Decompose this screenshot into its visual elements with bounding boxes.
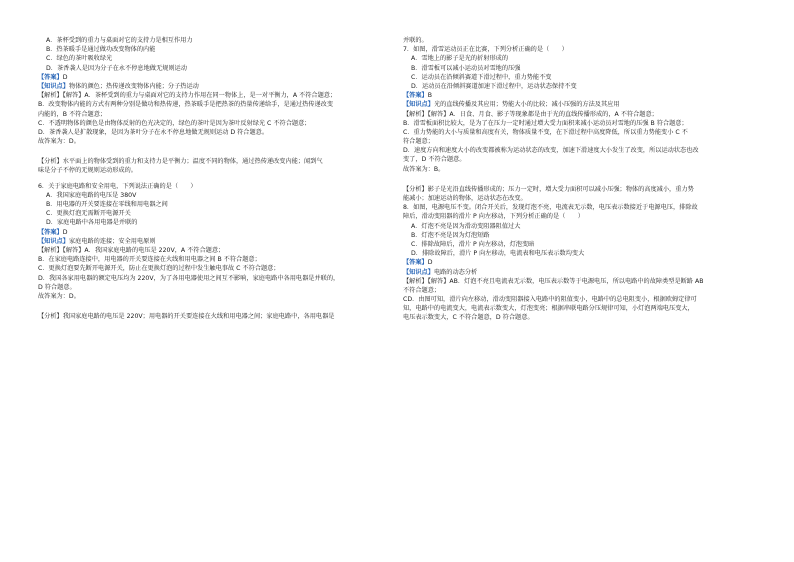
q6-analysis-line: D．我国各家用电器的额定电压均为 220V，为了各用电器使用之间互不影响，家庭电路中各用电器是并联的，: [38, 274, 340, 282]
q7-option-b: B．滑雪板可以减小运动员对雪地的压强: [411, 64, 521, 72]
q6-answer: [38, 228, 390, 237]
q5-analysis-line: D．茶香袭人是扩散现象，是因为茶叶分子在永不停息地做无规则运动 D 符合题意。: [38, 128, 269, 136]
q7-analysis-line: B．滑雪板面积比较大，是为了在压力一定时通过增大受力面积来减小运动员对雪地的压强 B 符合题意；: [403, 119, 688, 127]
q7-stem: 7．如图，滑雪运动员正在比赛，下列分析正确的是（ ）: [403, 46, 568, 54]
q5-analysis-line: C．不透明物体的颜色是由物体反射的色光决定的，绿色的茶叶是因为茶叶反射绿光 C 不符合题意；: [38, 119, 311, 127]
q8-option-b: B．灯泡不亮是因为灯泡短路: [411, 231, 490, 239]
q7-answer: [403, 91, 755, 100]
q8-analysis-line: CD．由图可知，滑片向左移动，滑动变阻器接入电路中的阻值变小，电路中的总电阻变小，根据欧姆定律可: [403, 296, 697, 304]
q6-analysis-line: D 符合题意。: [38, 283, 76, 291]
q8-stem-line: 障后，滑动变阻器的滑片 P 向左移动，下列分析正确的是（ ）: [403, 213, 584, 221]
q5-analysis-line: B．改变物体内能的方式有两种分别是做功和热传递，热茶暖手是把热茶的热量传递给手，是通过热传递改变: [38, 101, 334, 109]
q8-analysis-line: 电压表示数变大，C 不符合题意，D 符合题意。: [403, 314, 534, 322]
q7-analysis-line: D．速度方向和速度大小的改变都被称为运动状态的改变，加速下滑速度大小发生了改变，所以运动状态也改: [403, 147, 699, 155]
q8-stem-line: 8．如图，电源电压不变。闭合开关后，发现灯泡不亮，电流表无示数，电压表示数接近于电源电压，排除故: [403, 204, 698, 212]
q7-fenxi-line: 能减小；加速运动的物体，运动状态在改变。: [403, 195, 527, 202]
q5-analysis-line: 内能的，B 不符合题意；: [38, 110, 107, 118]
right-column: [403, 36, 755, 323]
q6-analysis-line: 【解析】【解答】A．我国家庭电路的电压是 220V，A 不符合题意；: [38, 246, 225, 254]
q7-knowledge-point: [403, 100, 755, 109]
q7-option-a: A．雪地上的影子是光的折射形成的: [411, 55, 509, 63]
q8-analysis-line: 不符合题意；: [403, 286, 441, 294]
answer-tag: 【答案】: [403, 259, 428, 267]
answer-tag: 【答案】: [403, 92, 428, 100]
q8-analysis-line: 【解析】【解答】AB．灯泡不亮且电流表无示数，电压表示数等于电源电压，所以电路中的故障类型是断路 AB: [403, 277, 704, 285]
q5-answer: [38, 73, 390, 82]
q6-option-a: A．我国家庭电路的电压是 380V: [46, 191, 137, 199]
answer-value: B: [427, 92, 432, 100]
q8-answer: [403, 258, 755, 267]
q6-stem: 6．关于家庭电路和安全用电，下列说法正确的是（ ）: [38, 182, 197, 190]
knowledge-tag: 【知识点】: [403, 101, 434, 109]
q7-option-c: C．运动员在沿倾斜赛道下滑过程中，重力势能不变: [411, 73, 552, 81]
answer-tag: 【答案】: [38, 73, 63, 81]
answer-value: D: [62, 73, 68, 81]
q8-knowledge-point: [403, 268, 755, 277]
knowledge-tag: 【知识点】: [38, 237, 69, 245]
carry-over-text: 并联的。: [403, 37, 428, 44]
q5-option-d: D．茶香袭人是因为分子在永不停息地做无规则运动: [46, 64, 187, 72]
q5-analysis-line: 故答案为：D。: [38, 138, 80, 146]
knowledge-value: 物体的颜色；热传递改变物体内能；分子热运动: [68, 82, 199, 90]
q7-analysis-line: C．重力势能的大小与质量和高度有关，物体质量不变，在下滑过程中高度降低，所以重力势能变小 C 不: [403, 128, 688, 136]
q6-option-c: C．更换灯泡无需断开电源开关: [46, 210, 131, 218]
knowledge-tag: 【知识点】: [38, 82, 69, 90]
q5-fenxi-line: 【分析】水平面上的物体受到的重力和支持力是平衡力；温度不同的物体，通过热传递改变内能；闻到气: [38, 158, 323, 166]
answer-value: D: [62, 228, 68, 236]
left-column: [38, 36, 390, 321]
q6-analysis-line: 故答案为：D。: [38, 292, 80, 300]
q8-analysis-line: 知，电路中的电流变大，电流表示数变大，灯泡变亮；根据串联电路分压规律可知，小灯泡两端电压变大，: [403, 305, 694, 313]
knowledge-value: 光的直线传播及其应用；势能大小的比较；减小压强的方法及其应用: [433, 101, 620, 109]
q7-option-d: D．运动员在沿倾斜赛道加速下滑过程中，运动状态保持不变: [411, 82, 577, 90]
q7-analysis-line: 符合题意；: [403, 138, 434, 146]
q6-knowledge-point: [38, 237, 390, 246]
knowledge-value: 家庭电路的连接；安全用电原则: [68, 237, 156, 245]
q5-option-a: A．茶杯受到的重力与桌面对它的支持力是相互作用力: [46, 37, 193, 44]
q7-fenxi-line: 【分析】影子是光沿直线传播形成的；压力一定时，增大受力面积可以减小压强；物体的高度减小，重力势: [403, 185, 694, 193]
q7-analysis-line: 故答案为：B。: [403, 165, 445, 173]
q5-option-c: C．绿色的茶叶吸收绿光: [46, 55, 113, 63]
q8-option-a: A．灯泡不亮是因为滑动变阻器阻值过大: [411, 222, 521, 230]
knowledge-value: 电路的动态分析: [433, 268, 478, 276]
q6-analysis-line: B．在家庭电路连接中，用电器的开关要连接在火线和用电器之间 B 不符合题意；: [38, 256, 261, 264]
q6-analysis-line: C．更换灯泡要先断开电源开关，防止在更换灯泡的过程中发生触电事故 C 不符合题意；: [38, 265, 280, 273]
q7-analysis-line: 变了，D 不符合题意。: [403, 156, 466, 164]
q8-option-d: D．排除故障后，滑片 P 向左移动，电流表和电压表示数均变大: [411, 250, 585, 258]
q7-analysis-line: 【解析】【解答】A．日食、月食、影子等现象都是由于光的直线传播形成的，A 不符合题意；: [403, 110, 658, 118]
answer-value: D: [427, 259, 433, 267]
q8-option-c: C．排除故障后，滑片 P 向左移动，灯泡变暗: [411, 240, 535, 248]
q5-knowledge-point: [38, 82, 390, 91]
q6-option-b: B．用电器的开关要连接在零线和用电器之间: [46, 201, 168, 208]
q5-fenxi-line: 味是分子不停的无规则运动形成的。: [38, 167, 137, 175]
q6-fenxi-line: 【分析】我国家庭电路的电压是 220V；用电器的开关要连接在火线和用电器之间；家庭电路中，各用电器是: [38, 313, 335, 321]
knowledge-tag: 【知识点】: [403, 268, 434, 276]
q6-option-d: D．家庭电路中各用电器是并联的: [46, 219, 138, 227]
q5-analysis-line: 【解析】【解答】A．茶杯受到的重力与桌面对它的支持力作用在同一物体上，是一对平衡力，A 不符合题意；: [38, 92, 337, 100]
answer-tag: 【答案】: [38, 228, 63, 236]
q5-option-b: B．热茶暖手是通过做功改变物体的内能: [46, 46, 156, 54]
